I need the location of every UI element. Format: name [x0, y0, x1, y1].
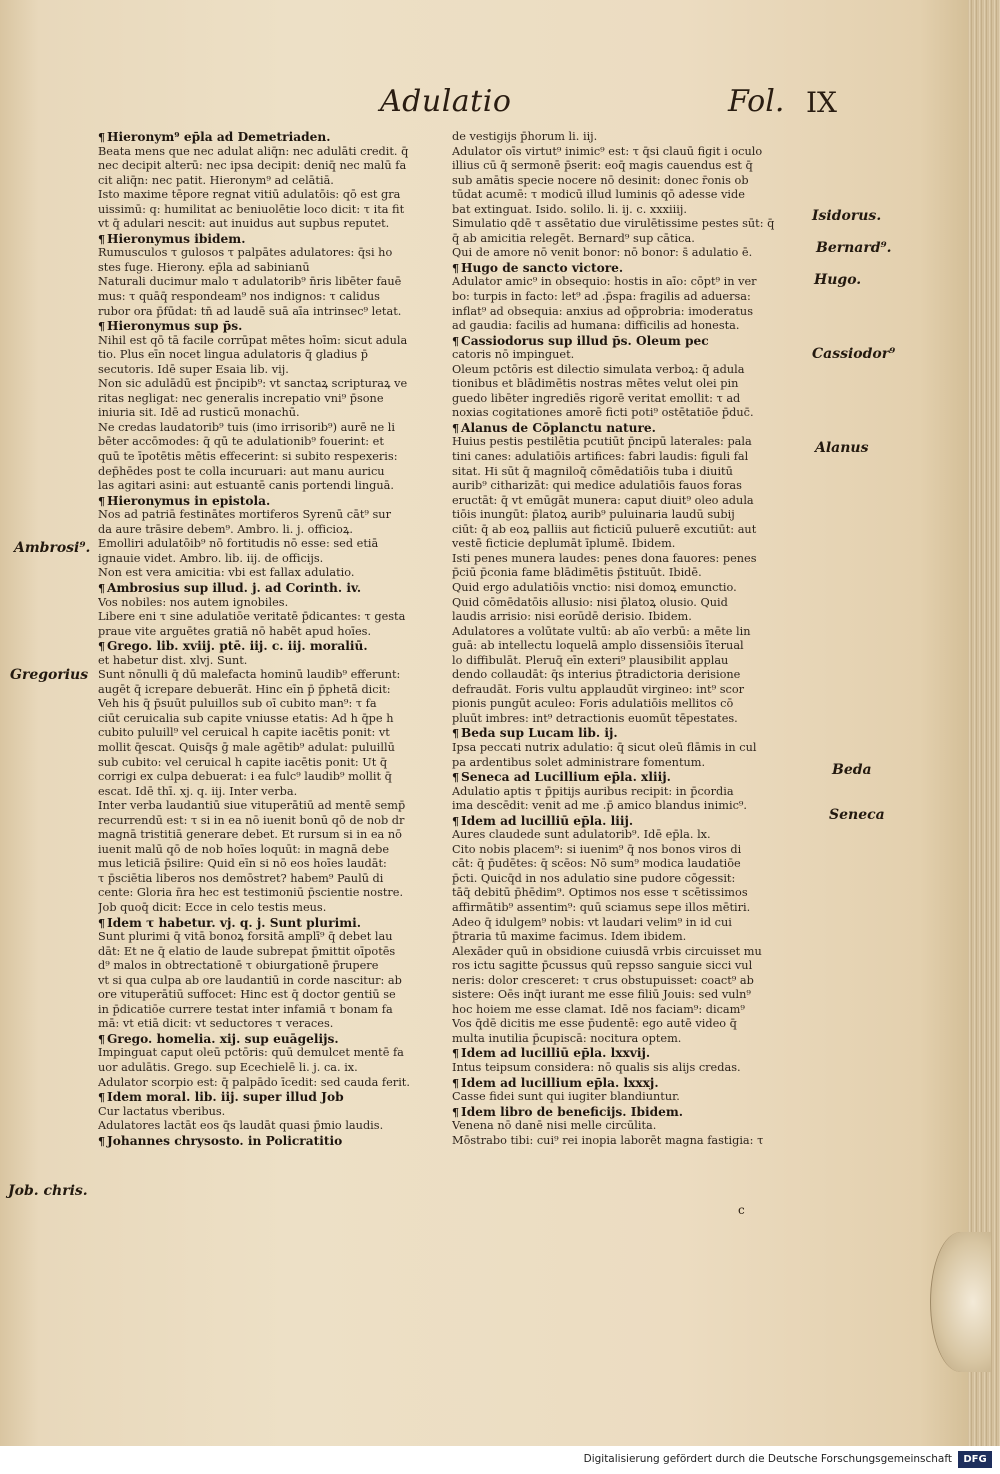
- text-line: mollit̄ q̄escat. Quisq̄s ḡ male agētib⁹ adulat̄: puluillū: [98, 740, 395, 754]
- text-line: Simulatio qdē τ assētatio due virulētissime pestes sūt: q̄: [452, 217, 775, 231]
- dfg-logo: DFG: [958, 1451, 992, 1468]
- text-line: augēt q̄ icrepare debuerāt. Hinc eīn p̄ p̄phetā dicit̄:: [98, 682, 391, 696]
- text-line: Quid cōmēdatōis allusio: nisi p̄latoꝝ olusio. Quid: [452, 595, 728, 609]
- text-line: hoc hoiem me esse clamat. Idē nos faciam⁹: dicam⁹: [452, 1002, 745, 1016]
- text-line: Adulator oīs virtut⁹ inimic⁹ est: τ q̄si clauū figit i oculo: [452, 144, 763, 158]
- text-line: et habetur dist. xlvj. Sunt.: [98, 653, 248, 667]
- text-line: aurib⁹ citharizāt: qui medice adulatiōis fauos foras: [452, 479, 742, 493]
- text-line: eructāt: q̄ vt emūgāt munera: caput diuit⁹ oleo adula: [452, 493, 754, 507]
- text-column-left: [98, 130, 454, 1148]
- text-line: nec decipit alterū: nec ipsa decipit̄: deniq̄ nec malū fa: [98, 159, 407, 173]
- text-line: quū te īpotētis mētis effecerint: si subito respexeris:: [98, 450, 398, 464]
- page-edges: [968, 0, 1000, 1446]
- text-line: vt si qua culpa ab ore laudantiū in corde nascitur: ab: [98, 973, 402, 987]
- text-line: p̄cti. Quicq̄d in nos adulatio sine pudore cōgessit:: [452, 871, 736, 885]
- text-line: corrigi ex culpa debuerat: i ea fulc⁹ laudib⁹ mollit̄ q̄: [98, 770, 392, 784]
- margin-bernardus: Bernard⁹.: [816, 240, 892, 256]
- text-line: Sunt nōnulli q̄ dū malefacta hominū laudib⁹ efferunt:: [98, 668, 401, 682]
- text-line: las agitari asini: aut estuantē canis portendi linguā.: [98, 479, 394, 493]
- text-line: sitat̄. Hi sūt q̄ magniloq̄ cōmēdatiōis tuba i diuitū: [452, 464, 733, 478]
- text-line: dep̄hēdes post te colla incuruari: aut manu auricu: [98, 464, 385, 478]
- margin-hugo: Hugo.: [814, 272, 862, 288]
- text-line: pluūt imbres: int⁹ detractionis euomūt tēpestates.: [452, 711, 738, 725]
- text-line: Libere eni τ sine adulatiōe veritatē p̄dicantes: τ gesta: [98, 610, 406, 624]
- text-line: in p̄dicatiōe currere testat̄ inter infamiā τ bonam fa: [98, 1002, 393, 1016]
- section-heading: ¶ Grego. homelia. xij. sup euāgelijs.: [98, 1032, 454, 1047]
- text-line: Vos nobiles: nos autem ignobiles.: [98, 595, 289, 609]
- section-heading: ¶ Hugo de sancto victore.: [452, 261, 808, 276]
- text-line: guedo libēter ingrediēs rigorē veritat̄ emollit: τ ad: [452, 391, 741, 405]
- text-line: Nihil est qō tā facile corrūpat mētes hoīm: sicut adula: [98, 333, 408, 347]
- margin-seneca: Seneca: [829, 807, 885, 823]
- text-line: Adulator amic⁹ in obsequio: hostis in aīo: cōpt⁹ in ver: [452, 275, 757, 289]
- text-line: tio. Plus eīn nocet lingua adulatoris q̄ gladius p̄: [98, 348, 369, 362]
- section-heading: ¶ Idem libro de beneficijs. Ibidem.: [452, 1105, 808, 1120]
- text-line: Non est vera amicitia: vbi est fallax adulatio.: [98, 566, 355, 580]
- section-heading: ¶ Ambrosius sup illud. j. ad Corinth. iv.: [98, 581, 454, 596]
- text-line: p̄ciū p̄conia fame blādimētis p̄stituūt. Ibidē.: [452, 566, 702, 580]
- text-line: praue vite arguētes gratiā nō habēt apud hoīes.: [98, 624, 372, 638]
- text-line: mā: vt etiā dicit: vt seductores τ veraces.: [98, 1017, 334, 1031]
- text-line: Emolliri adulatōib⁹ nō fortitudis nō esse: sed etiā: [98, 537, 379, 551]
- text-line: ima descēdit: venit ad me .p̄ amico blandus inimic⁹.: [452, 799, 748, 813]
- footer-bar: [0, 1446, 1000, 1474]
- text-line: pionis pungūt aculeo: Foris adulatiōis mellitos cō: [452, 697, 734, 711]
- section-heading: ¶ Idem moral. lib. iij. super illud Job: [98, 1090, 454, 1105]
- text-line: Mōstrabo tibi: cui⁹ rei inopia laborēt magna fastigia: τ: [452, 1133, 764, 1147]
- section-heading: ¶ Idem τ habetur. vj. q. j. Sunt plurimi.: [98, 916, 454, 931]
- text-line: q̄ ab amicitia relegēt. Bernard⁹ sup cātica.: [452, 231, 695, 245]
- text-line: secutoris. Idē super Esaia lib. vij.: [98, 362, 289, 376]
- text-line: dendo collaudāt: q̄s interius p̄tradictoria derisione: [452, 668, 741, 682]
- text-line: tūdat acumē: τ modicū illud luminis qō adesse vide: [452, 188, 745, 202]
- section-heading: ¶ Johannes chrysosto. in Policratitio: [98, 1134, 454, 1149]
- margin-cassiodorus: Cassiodor⁹: [812, 346, 896, 362]
- text-line: inflat⁹ ad obsequia: anxius ad op̄probria: imoderatus: [452, 304, 753, 318]
- text-line: Adeo q̄ idulgem⁹ nobis: vt laudari velim⁹ in id cui: [452, 915, 732, 929]
- text-line: Cito nobis placem⁹: si iuenim⁹ q̄ nos bonos viros di: [452, 842, 742, 856]
- text-line: Ipsa peccati nutrix adulatio: q̄ sicut oleū flāmis in cul: [452, 740, 757, 754]
- text-line: τ p̄sciētia liberos nos demōstret? habem⁹ Paulū di: [98, 871, 384, 885]
- text-line: sub cubito: vel ceruical h̄ capite iacētis ponit: Ut q̄: [98, 755, 388, 769]
- section-heading: ¶ Hieronym⁹ ep̄la ad Demetriaden.: [98, 130, 454, 145]
- text-line: vestē ficticie deplumāt īplumē. Ibidem.: [452, 537, 676, 551]
- text-line: Non sic adulādū est p̄ncipib⁹: vt sanctaꝝ scripturaꝝ ve: [98, 377, 408, 391]
- text-line: d⁹ malos in obtrectationē τ obiurgationē p̄rupere: [98, 959, 379, 973]
- text-line: Rumusculos τ gulosos τ palpātes adulatores: q̄si ho: [98, 246, 393, 260]
- text-line: iuenit̄ malū qō de nob̄ hoīes loquūt̄: in magnā debe: [98, 842, 390, 856]
- text-line: iniuria sit. Idē ad rusticū monachū.: [98, 406, 300, 420]
- text-line: ore vituperātiū suffocet̄: Hinc est q̄ doctor gentiū se: [98, 988, 396, 1002]
- margin-job-chrys: Job. chris.: [8, 1183, 88, 1199]
- text-line: escat. Idē thī. xj. q. iij. Inter verba.: [98, 784, 298, 798]
- text-line: Quid ergo adulatiōis vnctio: nisi domoꝝ emunctio.: [452, 580, 737, 594]
- text-line: Beata mens que nec adulat aliq̄n: nec adulāti credit. q̄: [98, 144, 409, 158]
- text-line: ignauie videt̄. Ambro. lib. iij. de officijs.: [98, 551, 324, 565]
- text-line: uissimū: q: humilitat̄ ac beniuolētie loco dicit̄: τ ita fit: [98, 202, 405, 216]
- section-heading: ¶ Grego. lib. xviij. ptē. iij. c. iij. moraliū.: [98, 639, 454, 654]
- signature-mark: c: [738, 1203, 745, 1217]
- text-line: ritas negligat̄: nec generalis increpatio vni⁹ p̄sone: [98, 391, 384, 405]
- text-line: mus: τ quāq̄ respondeam⁹ nos indignos: τ calidus: [98, 290, 380, 304]
- funding-notice: Digitalisierung gefördert durch die Deutsche Forschungsgemeinschaft: [583, 1453, 952, 1465]
- folio-label: Fol.: [728, 84, 785, 119]
- text-line: ad gaudia: facilis ad humana: difficilis ad honesta.: [452, 319, 740, 333]
- text-line: magnā tristitiā generare debet. Et rursum si in ea nō: [98, 828, 402, 842]
- text-line: tāq̄ debitū p̄hēdim⁹. Optimos nos esse τ scētissimos: [452, 886, 748, 900]
- text-line: laudis arrisio: nisi eorūdē derisio. Ibidem.: [452, 610, 692, 624]
- text-column-right: [452, 130, 808, 1148]
- text-line: Vos q̄dē dicitis me esse p̄udentē: ego autē video q̄: [452, 1017, 737, 1031]
- text-line: mus leticiā p̄silire: Quid eīn si nō eos hoīes laudāt:: [98, 857, 387, 871]
- text-line: Venena nō danē nisi melle circūlita.: [452, 1119, 657, 1133]
- text-line: Adulatores lactāt eos q̄s laudāt quasi p̄mio laudis.: [98, 1119, 384, 1133]
- text-line: Intus teipsum considera: nō qualis sis alijs credas.: [452, 1061, 741, 1074]
- section-heading: ¶ Idem ad lucillium ep̄la. lxxxj.: [452, 1076, 808, 1091]
- text-line: Casse fidei sunt qui iugiter blandiuntur.: [452, 1090, 680, 1104]
- margin-gregorius: Gregorius: [10, 667, 89, 683]
- text-line: Naturali ducimur malo τ adulatorib⁹ n̄ris libēter fauē: [98, 275, 402, 289]
- section-heading: ¶ Hieronymus in epistola.: [98, 494, 454, 509]
- text-line: rubor ora p̄fūdat: tn̄ ad laudē suā aīa intrinsec⁹ letat̄.: [98, 304, 402, 318]
- text-line: ciūt ceruicalia sub capite vniusse etatis: Ad h̄ q̄pe h̄: [98, 711, 394, 725]
- text-line: Ne credas laudatorib⁹ tuis (imo irrisorib⁹) aurē ne li: [98, 420, 396, 434]
- text-line: Isto maxime tēpore regnat vitiū adulatōis: qō est gra: [98, 188, 401, 202]
- margin-isidorus: Isidorus.: [812, 208, 882, 224]
- text-line: Qui de amore nō venit bonor: nō bonor: s̄ adulatio ē.: [452, 246, 753, 260]
- text-line: bo: turpis in facto: let⁹ ad .p̄spa: fragilis ad aduersa:: [452, 290, 751, 304]
- text-line: Adulatores a volūtate vultū: ab aīo verbū: a mēte lin: [452, 624, 751, 638]
- text-line: guā: ab intellectu loquelā amplo dissensiōis īterual: [452, 639, 744, 653]
- section-heading: ¶ Hieronymus sup p̄s.: [98, 319, 454, 334]
- text-line: Isti penes munera laudes: penes dona fauores: penes: [452, 551, 757, 565]
- text-line: Job quoq̄ dicit: Ecce in celo testis meus.: [98, 900, 327, 914]
- text-line: p̄traria tū maxime facimus. Idem ibidem.: [452, 930, 687, 944]
- text-line: ros ictu sagitte p̄cussus quū repsso sanguie sicci vul: [452, 959, 753, 973]
- section-heading: ¶ Seneca ad Lucillium ep̄la. xliij.: [452, 770, 808, 785]
- text-line: de vestigijs p̄horum li. iij.: [452, 130, 598, 143]
- text-line: tini canes: adulatiōis artifices: fabri laudis: figuli fal: [452, 450, 749, 464]
- margin-ambrosius: Ambrosi⁹.: [14, 540, 91, 556]
- text-line: dāt: Et ne q̄ elatio de laude subrepat p̄mittit oīpotēs: [98, 944, 396, 958]
- text-line: bēter accōmodes: q̄ qū te adulationib⁹ fouerint: et: [98, 435, 384, 449]
- margin-alanus: Alanus: [815, 440, 869, 456]
- text-line: da aure trāsire debem⁹. Ambro. li. j. officioꝝ.: [98, 522, 353, 536]
- text-line: illius cū q̄ sermonē p̄serit: eoq̄ magis cauendus est q̄: [452, 159, 753, 173]
- text-line: Cur lactatus vberibus.: [98, 1104, 226, 1118]
- page-curl: [930, 1232, 991, 1372]
- text-line: Aures claudede sunt adulatorib⁹. Idē ep̄la. lx.: [452, 828, 711, 842]
- text-line: cubito puluill⁹ vel ceruical h̄ capite iacētis ponit̄: vt: [98, 726, 390, 740]
- text-line: cente: Gloria n̄ra hec est testimoniū p̄scientie nostre.: [98, 886, 404, 900]
- running-title: Adulatio: [380, 84, 512, 119]
- text-line: Veh his q̄ p̄suūt puluillos sub oī cubito man⁹: τ fa: [98, 697, 377, 711]
- margin-beda: Beda: [832, 762, 872, 778]
- text-line: sistere: Oēs inq̄t iurant me esse filiū Jouis: sed vuln⁹: [452, 988, 751, 1002]
- text-line: tionibus et blādimētis nostras mētes velut olei pin: [452, 377, 739, 391]
- text-line: lo diffibulāt. Pleruq̄ eīn exteri⁹ plausibilit applau: [452, 653, 729, 667]
- text-line: Alexāder quū in obsidione cuiusdā vrbis circuisset mu: [452, 944, 762, 958]
- text-line: sub amātis specie nocere nō desinit: donec r̄onis ob: [452, 173, 749, 187]
- text-line: recurrendū est: τ si in ea nō iuenit̄ bonū qō de nob̄ d̄r: [98, 813, 405, 827]
- text-line: neris: dolor cresceret: τ crus obstupuisset: coact⁹ ab: [452, 973, 754, 987]
- text-line: catoris nō impinguet.: [452, 348, 575, 362]
- text-line: Oleum pctōris est dilectio simulata verboꝝ: q̄ adula: [452, 362, 745, 376]
- section-heading: ¶ Idem ad lucilliū ep̄la. lxxvij.: [452, 1046, 808, 1061]
- text-line: uor adulātis. Grego. sup Ecechielē li. j. ca. ix.: [98, 1061, 358, 1074]
- text-line: ciūt: q̄ ab eoꝝ palliis aut ficticiū puluerē excutiūt: aut: [452, 522, 757, 536]
- text-line: affirmātib⁹ assentim⁹: quū sciamus sepe illos mētiri.: [452, 900, 751, 914]
- text-line: Inter verba laudantiū siue vituperātiū ad mentē semp̄: [98, 799, 406, 813]
- text-line: defraudāt. Foris vultu applaudūt virgineo: int⁹ scor: [452, 682, 745, 696]
- text-line: cit aliq̄n: nec patit̄. Hieronym⁹ ad celātiā.: [98, 173, 334, 187]
- text-line: noxias cogitationes amorē ficti poti⁹ ostētatiōe p̄duc̄.: [452, 406, 754, 420]
- text-line: Adulator scorpio est: q̄ palpādo īcedit: sed cauda ferit.: [98, 1075, 410, 1089]
- section-heading: ¶ Idem ad lucilliū ep̄la. liij.: [452, 814, 808, 829]
- folio-number: IX: [806, 86, 837, 119]
- text-line: vt q̄ adulari nescit: aut inuidus aut supbus reputet̄.: [98, 217, 390, 231]
- text-line: bat̄ extinguat. Isido. solilo. li. ij. c. xxxiiij.: [452, 202, 687, 216]
- text-line: Nos ad patriā festinātes mortiferos Syrenū cāt⁹ sur: [98, 508, 391, 522]
- text-line: cāt: q̄ p̄udētes: q̄ scēos: Nō sum⁹ modica laudatiōe: [452, 857, 741, 871]
- section-heading: ¶ Beda sup Lucam lib. ij.: [452, 726, 808, 741]
- text-line: Adulatio aptis τ p̄pitijs auribus recipit: in p̄cordia: [452, 784, 734, 798]
- text-line: multa inutilia p̄cupiscā: nocitura optem.: [452, 1031, 682, 1045]
- text-line: Impinguat caput oleū pctōris: quū demulcet mentē fa: [98, 1046, 404, 1060]
- text-line: Sunt plurimi q̄ vitā bonoꝝ forsitā amplī⁹ q̄ debet lau: [98, 930, 393, 944]
- text-line: stes fuge. Hierony. ep̄la ad sabinianū: [98, 260, 310, 274]
- text-line: Huius pestis pestilētia pcutiūt p̄ncipū laterales: pala: [452, 435, 752, 449]
- text-line: pa ardentibus solet administrare fomentum.: [452, 755, 706, 769]
- text-line: tiōis inungūt: p̄latoꝝ aurib⁹ puluinaria laudū subij: [452, 508, 735, 522]
- section-heading: ¶ Hieronymus ibidem.: [98, 232, 454, 247]
- section-heading: ¶ Cassiodorus sup illud p̄s. Oleum pec: [452, 334, 808, 349]
- section-heading: ¶ Alanus de Cōplanctu nature.: [452, 421, 808, 436]
